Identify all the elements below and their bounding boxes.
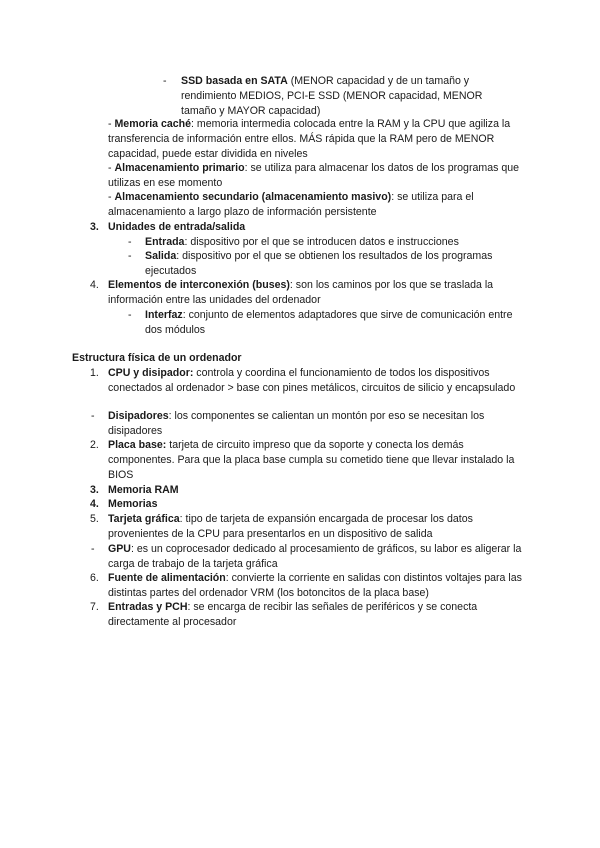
- ssd-item: [181, 74, 511, 119]
- salida-bullet-marker: -: [128, 250, 132, 262]
- tarjeta-grafica-item: Tarjeta gráfica: tipo de tarjeta de expansión encargada de procesar los datos provenientes de la CPU para presentarlos en un dispositivo de salida: [108, 513, 473, 540]
- section-heading: Estructura física de un ordenador: [72, 352, 242, 364]
- item3-heading: Unidades de entrada/salida: [108, 221, 246, 233]
- entrada-bullet-marker: -: [128, 236, 132, 248]
- s2-item7-marker: 7.: [90, 601, 99, 613]
- almacenamiento-primario-term: Almacenamiento primario: [114, 162, 245, 174]
- interfaz-bullet-marker: -: [128, 309, 132, 321]
- disipadores-item: Disipadores: los componentes se calientan un montón por eso se necesitan los disipadores: [108, 410, 485, 437]
- memoria-cache-term: Memoria caché: [114, 118, 192, 130]
- entrada-item: Entrada: dispositivo por el que se introducen datos e instrucciones: [145, 236, 459, 248]
- s2-item2-marker: 2.: [90, 439, 99, 451]
- item4-number: 4.: [90, 279, 99, 291]
- disipadores-marker: -: [91, 410, 95, 422]
- memoria-cache-line: - Memoria caché: memoria intermedia colocada entre la RAM y la CPU que agiliza la transferencia de información entre ellos. MÁS rápida que la RAM pero de MENOR capacidad, puede estar dividida en niveles: [108, 118, 511, 160]
- s2-item3-marker: 3.: [90, 484, 99, 496]
- almacenamiento-secundario-line: - Almacenamiento secundario (almacenamiento masivo): se utiliza para el almacenamiento a largo plazo de información persistente: [108, 191, 474, 218]
- fuente-alimentacion-item: Fuente de alimentación: convierte la corriente en salidas con distintos voltajes para las distintas partes del ordenador VRM (los botoncitos de la placa base): [108, 572, 522, 599]
- s2-item6-marker: 6.: [90, 572, 99, 584]
- ssd-term: SSD basada en SATA: [181, 75, 288, 87]
- s2-item5-marker: 5.: [90, 513, 99, 525]
- almacenamiento-secundario-term: Almacenamiento secundario (almacenamiento masivo): [114, 191, 392, 203]
- placa-base-item: Placa base: tarjeta de circuito impreso que da soporte y conecta los demás componentes. Para que la placa base cumpla su cometido tiene que llevar instalado la BIOS: [108, 439, 515, 481]
- gpu-item: GPU: es un coprocesador dedicado al procesamiento de gráficos, su labor es aligerar la carga de trabajo de la tarjeta gráfica: [108, 543, 522, 570]
- memorias-item: Memorias: [108, 498, 158, 510]
- s2-item4-marker: 4.: [90, 498, 99, 510]
- ssd-desc: (MENOR capacidad y de un tamaño y rendimiento MEDIOS, PCI-E SSD (MENOR capacidad, MENOR tamaño y MAYOR capacidad): [181, 75, 483, 117]
- memoria-ram-item: Memoria RAM: [108, 484, 179, 496]
- s2-item1-marker: 1.: [90, 367, 99, 379]
- interfaz-item: Interfaz: conjunto de elementos adaptadores que sirve de comunicación entre dos módulos: [145, 309, 513, 336]
- almacenamiento-primario-line: - Almacenamiento primario: se utiliza para almacenar los datos de los programas que utilizas en ese momento: [108, 162, 520, 189]
- item4-text: Elementos de interconexión (buses): son los caminos por los que se traslada la información entre las unidades del ordenador: [108, 279, 494, 306]
- cpu-item: CPU y disipador: controla y coordina el funcionamiento de todos los dispositivos conectados al ordenador > base con pines metálicos, circuitos de silicio y encapsulado: [108, 367, 516, 394]
- gpu-marker: -: [91, 543, 95, 555]
- item3-number: 3.: [90, 221, 99, 233]
- entradas-pch-item: Entradas y PCH: se encarga de recibir las señales de periféricos y se conecta directamente al procesador: [108, 601, 478, 628]
- ssd-bullet-marker: -: [163, 75, 167, 87]
- salida-item: Salida: dispositivo por el que se obtienen los resultados de los programas ejecutados: [145, 250, 493, 277]
